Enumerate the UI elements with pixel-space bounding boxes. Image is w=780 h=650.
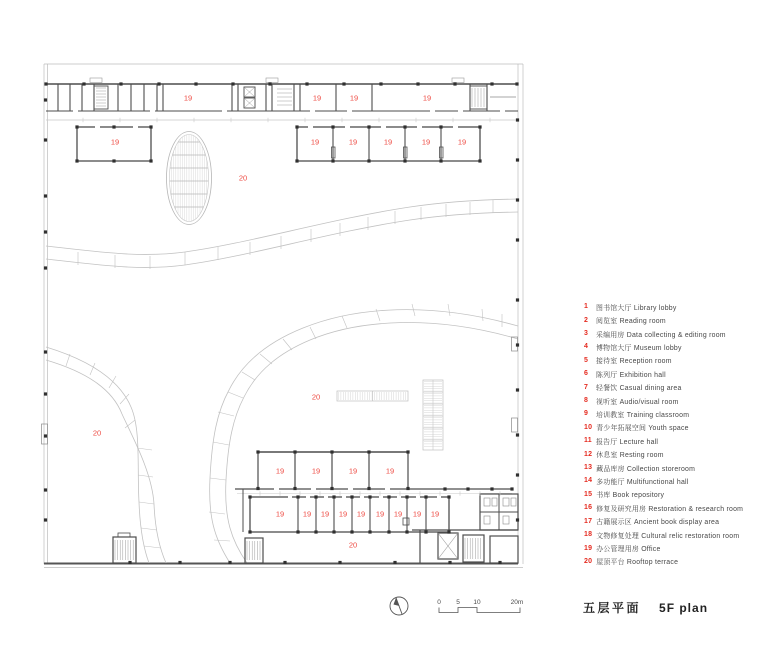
legend-item-label: 屋顶平台 Rooftop terrace bbox=[596, 559, 679, 567]
edge-details bbox=[42, 337, 518, 444]
legend-item bbox=[584, 434, 780, 447]
legend-item-number: 2 bbox=[584, 316, 589, 324]
legend-item-label: 培训教室 Training classroom bbox=[596, 411, 690, 419]
north-arrow-icon bbox=[390, 597, 408, 615]
legend-item bbox=[584, 421, 780, 434]
room-label: 19 bbox=[275, 466, 285, 476]
legend-item-label: 办公管理用房 Office bbox=[596, 546, 661, 554]
band2-offices bbox=[77, 127, 480, 161]
legend-item-label: 书库 Book repository bbox=[596, 492, 665, 500]
room-label: 20 bbox=[238, 173, 248, 183]
legend-item bbox=[584, 300, 780, 313]
legend-item bbox=[584, 515, 780, 528]
legend-item-label: 休息室 Resting room bbox=[596, 452, 664, 460]
title-english: 5F plan bbox=[659, 601, 709, 615]
room-label: 19 bbox=[302, 509, 312, 519]
room-label: 19 bbox=[412, 509, 422, 519]
room-label: 19 bbox=[430, 509, 440, 519]
legend-item bbox=[584, 461, 780, 474]
room-label: 19 bbox=[356, 509, 366, 519]
legend-item-number: 18 bbox=[584, 531, 593, 539]
legend-item-number: 19 bbox=[584, 544, 593, 552]
room-label: 19 bbox=[349, 93, 359, 103]
room-label: 19 bbox=[383, 137, 393, 147]
legend bbox=[584, 300, 780, 568]
legend-item-label: 轻餐饮 Casual dining area bbox=[596, 385, 682, 393]
room-label: 20 bbox=[311, 392, 321, 402]
legend-item-number: 9 bbox=[584, 410, 589, 418]
legend-item bbox=[584, 528, 780, 541]
legend-item-number: 20 bbox=[584, 557, 593, 565]
room-label: 19 bbox=[457, 137, 467, 147]
legend-item bbox=[584, 447, 780, 460]
legend-item-label: 多功能厅 Multifunctional hall bbox=[596, 478, 689, 486]
legend-item-number: 12 bbox=[584, 450, 593, 458]
column-marks bbox=[44, 82, 519, 564]
legend-item bbox=[584, 313, 780, 326]
legend-item bbox=[584, 501, 780, 514]
room-label: 19 bbox=[348, 137, 358, 147]
legend-item bbox=[584, 380, 780, 393]
legend-item-label: 阅览室 Reading room bbox=[596, 318, 666, 326]
legend-item-number: 7 bbox=[584, 383, 589, 391]
legend-item-label: 陈列厅 Exhibition hall bbox=[596, 371, 666, 379]
legend-item-label: 古籍展示区 Ancient book display area bbox=[596, 519, 720, 527]
skylight-strip-horizontal bbox=[337, 391, 408, 401]
room-label: 19 bbox=[275, 509, 285, 519]
roof-vents bbox=[90, 78, 464, 83]
band1-offices bbox=[46, 84, 518, 111]
legend-item-number: 11 bbox=[584, 437, 592, 445]
walkway-band-arch bbox=[209, 304, 518, 563]
legend-item-label: 修复及研究用房 Restoration & research room bbox=[596, 505, 744, 513]
legend-item-number: 16 bbox=[584, 504, 593, 512]
title-chinese: 五层平面 bbox=[583, 601, 642, 615]
room-label: 19 bbox=[310, 137, 320, 147]
legend-item-number: 1 bbox=[584, 303, 589, 311]
legend-item-number: 13 bbox=[584, 464, 593, 472]
legend-item-number: 15 bbox=[584, 490, 593, 498]
room-label: 20 bbox=[348, 540, 358, 550]
room-label: 19 bbox=[320, 509, 330, 519]
legend-item-label: 图书馆大厅 Library lobby bbox=[596, 304, 677, 312]
room-label: 19 bbox=[422, 93, 432, 103]
scale-label-20m: 20m bbox=[510, 599, 524, 606]
walkway-band-left bbox=[46, 347, 166, 563]
legend-item-number: 10 bbox=[584, 423, 593, 431]
legend-item-label: 博物馆大厅 Museum lobby bbox=[596, 344, 682, 352]
legend-item-number: 6 bbox=[584, 370, 589, 378]
legend-item-label: 采编用房 Data collecting & editing room bbox=[596, 331, 726, 339]
legend-item-label: 接待室 Reception room bbox=[596, 358, 672, 366]
legend-item-number: 14 bbox=[584, 477, 593, 485]
legend-item-label: 报告厅 Lecture hall bbox=[596, 438, 659, 446]
legend-item-number: 8 bbox=[584, 397, 589, 405]
legend-item-number: 4 bbox=[584, 343, 589, 351]
room-label: 19 bbox=[385, 466, 395, 476]
legend-item bbox=[584, 474, 780, 487]
drawing-title bbox=[583, 599, 708, 616]
room-label: 19 bbox=[110, 137, 120, 147]
legend-item bbox=[584, 367, 780, 380]
legend-item bbox=[584, 327, 780, 340]
legend-item-number: 3 bbox=[584, 330, 589, 338]
room-label: 19 bbox=[375, 509, 385, 519]
room-label: 19 bbox=[393, 509, 403, 519]
scale-bar bbox=[437, 599, 523, 613]
skylight-strip-vertical bbox=[423, 380, 443, 450]
legend-item-number: 5 bbox=[584, 356, 589, 364]
legend-item bbox=[584, 354, 780, 367]
scale-label-0: 0 bbox=[437, 599, 441, 606]
room-label: 19 bbox=[348, 466, 358, 476]
room-label: 19 bbox=[311, 466, 321, 476]
walkway-band-upper bbox=[46, 199, 518, 269]
room-label: 20 bbox=[92, 428, 102, 438]
legend-item bbox=[584, 407, 780, 420]
skylight-ellipse bbox=[165, 132, 213, 225]
scale-label-10: 10 bbox=[473, 599, 481, 606]
legend-item-label: 文物修复处理 Cultural relic restoration room bbox=[596, 532, 740, 540]
legend-item bbox=[584, 555, 780, 568]
room-number-labels bbox=[93, 94, 466, 550]
legend-item bbox=[584, 488, 780, 501]
room-label: 19 bbox=[312, 93, 322, 103]
room-label: 19 bbox=[183, 93, 193, 103]
legend-item bbox=[584, 394, 780, 407]
legend-item-label: 视听室 Audio/visual room bbox=[596, 398, 679, 406]
legend-item-label: 藏品库房 Collection storeroom bbox=[596, 465, 696, 473]
legend-item-number: 17 bbox=[584, 517, 593, 525]
room-label: 19 bbox=[338, 509, 348, 519]
legend-item bbox=[584, 340, 780, 353]
legend-item-label: 青少年拓展空间 Youth space bbox=[596, 425, 689, 433]
legend-item bbox=[584, 541, 780, 554]
room-label: 19 bbox=[421, 137, 431, 147]
scale-label-5: 5 bbox=[456, 599, 460, 606]
